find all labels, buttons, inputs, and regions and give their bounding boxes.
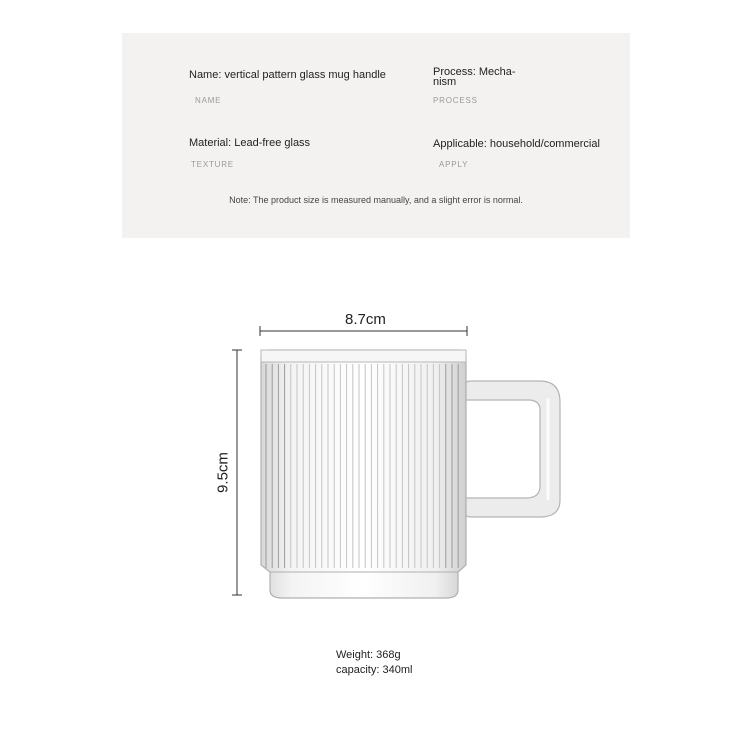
width-label: 8.7cm bbox=[345, 311, 386, 328]
spec-name-sub: NAME bbox=[195, 96, 222, 105]
weight-label: Weight: 368g bbox=[336, 649, 401, 661]
spec-material-label: Material: Lead-free glass bbox=[189, 137, 311, 149]
mug-handle bbox=[462, 381, 560, 517]
height-label: 9.5cm bbox=[214, 452, 232, 493]
spec-process-label-cont: nism bbox=[433, 76, 457, 88]
height-dimension-line bbox=[232, 350, 242, 595]
measurement-note: Note: The product size is measured manually, and a slight error is normal. bbox=[229, 195, 523, 205]
capacity-label: capacity: 340ml bbox=[336, 664, 413, 676]
spec-applicable-label: Applicable: household/commercial bbox=[433, 138, 600, 150]
product-weights bbox=[336, 648, 412, 678]
spec-process-sub: PROCESS bbox=[433, 96, 478, 105]
spec-applicable-sub: APPLY bbox=[439, 160, 469, 169]
mug-body bbox=[261, 350, 466, 598]
spec-name-label: Name: vertical pattern glass mug handle bbox=[189, 69, 386, 81]
spec-process-label: Process: Mecha- bbox=[433, 66, 516, 78]
spec-material-sub: TEXTURE bbox=[191, 160, 234, 169]
